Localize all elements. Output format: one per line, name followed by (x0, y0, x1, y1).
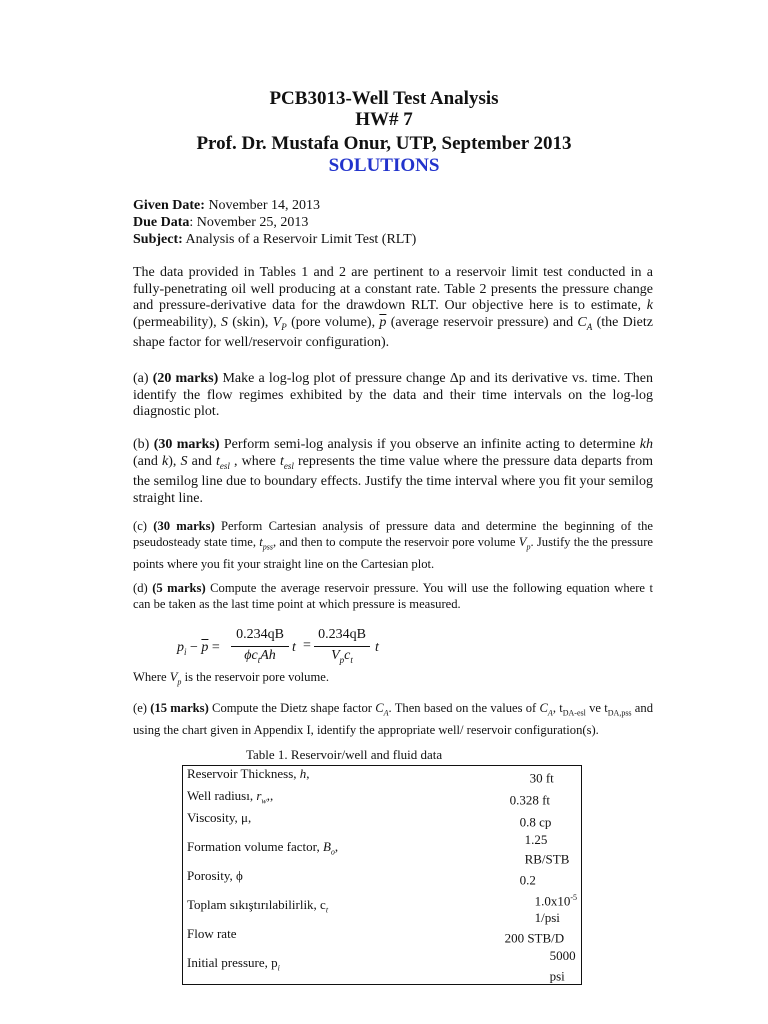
row-symbol-sub: o (330, 847, 335, 857)
part-c (133, 518, 653, 572)
part-b-s: S (180, 453, 188, 469)
part-e-ca-sub: A (383, 708, 389, 718)
row-symbol-sub: t (325, 905, 329, 915)
table-row (183, 890, 582, 926)
row-tail: , (334, 839, 339, 855)
part-a (133, 371, 653, 421)
row-label: Flow rate (187, 926, 237, 942)
given-date (133, 197, 320, 214)
eq-equals-2: = (303, 638, 311, 653)
due-date-label: Due Data (133, 215, 190, 230)
part-b-tesl-sub: esl (219, 460, 230, 471)
given-date-label: Given Date: (133, 198, 205, 213)
homework-number: HW# 7 (355, 109, 413, 130)
part-a-text: Make a log-log plot of pressure change Δp and its derivative vs. time. Then identify the flow regimes exhibited by the data and their time intervals on the log-log diagnostic plot. (133, 371, 653, 420)
part-d-marks: (5 marks) (152, 581, 206, 595)
row-unit: 1/psi (534, 909, 560, 925)
row-value: 1.0x10 (534, 893, 571, 909)
row-symbol: r (256, 788, 262, 803)
table-cell-label (183, 926, 460, 948)
part-b (133, 437, 653, 507)
part-b-k: k (162, 453, 169, 469)
table-cell-value (460, 832, 582, 868)
intro-ca: C (577, 314, 587, 330)
part-e-label: (e) (133, 701, 151, 715)
row-tail: , (306, 766, 310, 781)
where-text-1: Where (133, 670, 170, 684)
table-row (183, 948, 582, 985)
row-value: 200 STB/D (504, 930, 565, 946)
part-c-text-3: . Justify the the pressure points where you fit your straight line on the Cartesian plot. (133, 535, 653, 571)
table-cell-label (183, 890, 460, 926)
intro-text-2: (permeability), (133, 314, 221, 330)
frac1-den-sub: t (257, 654, 261, 665)
row-value: 30 ft (529, 770, 554, 786)
eq-p-sub: i (184, 646, 187, 657)
eq-t2: t (375, 640, 379, 655)
intro-text-1: The data provided in Tables 1 and 2 are pertinent to a reservoir limit test conducted in a fully-penetrating oil well producing at a constant rate. Table 2 presents the pressure change and pressure-derivative data for the drawdown RLT. Our objective here is to estimate, (133, 265, 653, 314)
table1-body (183, 766, 582, 985)
part-e-text-1: Compute the Dietz shape factor (208, 701, 376, 715)
professor-line: Prof. Dr. Mustafa Onur, UTP, September 2013 (196, 133, 572, 154)
row-value: 1.25 RB/STB (524, 832, 570, 867)
part-a-label: (a) (133, 371, 153, 386)
part-e-tda-pss-sub: DA,pss (607, 708, 632, 718)
part-e-ca: C (375, 701, 384, 715)
table-cell-value (460, 890, 582, 926)
where-v-sub: p (177, 677, 182, 687)
row-value: 0.8 cp (519, 814, 552, 830)
table-cell-value (460, 948, 582, 985)
table-cell-value (460, 926, 582, 948)
intro-text-3: (skin), (227, 314, 273, 330)
row-symbol-sub: w (261, 796, 267, 806)
part-b-text-1: Perform semi-log analysis if you observe an infinite acting to determine (219, 437, 640, 452)
frac2-numerator (312, 627, 372, 643)
part-c-text-1: Perform Cartesian analysis of pressure data and determine the beginning of the pseudosteady state time, (133, 519, 653, 549)
part-e (133, 700, 653, 738)
part-c-tpss-sub: pss (262, 542, 273, 552)
table1 (182, 765, 582, 985)
row-value-sup: -5 (570, 893, 577, 903)
course-title: PCB3013-Well Test Analysis (269, 88, 499, 109)
part-e-text-5: and using the chart given in Appendix I, identify the appropriate well/ reservoir configuration(s). (133, 701, 653, 737)
intro-text-6: (the Dietz shape factor for well/reservoir configuration). (133, 314, 653, 351)
row-tail: ,, (266, 788, 274, 803)
part-c-vp-sub: p (526, 542, 531, 552)
row-label: Well radiusı, (187, 788, 257, 803)
row-value: 0.328 ft (509, 792, 551, 808)
part-a-marks: (20 marks) (152, 371, 219, 386)
table-cell-value (460, 766, 582, 789)
intro-text-5: (average reservoir pressure) and (386, 314, 578, 330)
frac1-num-text: 0.234qB (236, 627, 284, 642)
part-e-tda-esl-sub: DA-esl (562, 708, 586, 718)
row-label: Reservoir Thickness, (187, 766, 300, 781)
part-b-text-3: ), (168, 453, 181, 469)
part-e-text-3: , t (552, 701, 563, 715)
frac2-den-c-sub: t (350, 654, 353, 665)
part-e-text-2: . Then based on the values of (388, 701, 540, 715)
due-date-value: : November 25, 2013 (189, 215, 309, 230)
intro-vp-sub: P (281, 321, 287, 332)
intro-ca-sub: A (586, 321, 593, 332)
part-b-text-6: represents the time value where the pressure data departs from the semilog line due to boundary effects. Justify the time interval where you fit your semilog straight line. (133, 453, 653, 506)
part-d (133, 580, 653, 612)
part-e-marks: (15 marks) (150, 701, 209, 715)
table-cell-value (460, 788, 582, 810)
intro-pbar: $\overline{p}$ (379, 314, 387, 330)
table-row (183, 868, 582, 890)
row-label: Toplam sıkıştırılabilirlik, c (187, 897, 326, 913)
table-cell-value (460, 868, 582, 890)
table-cell-label (183, 766, 460, 789)
due-date (133, 214, 308, 231)
table-cell-label (183, 868, 460, 890)
where-text-2: is the reservoir pore volume. (181, 670, 330, 684)
subject-label: Subject: (133, 232, 183, 247)
part-b-tesl2-sub: esl (283, 460, 294, 471)
part-b-kh: kh (639, 437, 654, 452)
table-row (183, 926, 582, 948)
solutions-heading: SOLUTIONS (328, 155, 440, 176)
row-label: Initial pressure, p (187, 955, 278, 971)
frac1-den-text: ϕc (244, 648, 258, 663)
part-c-label: (c) (133, 519, 154, 533)
part-b-label: (b) (133, 437, 154, 452)
where-v: V (169, 670, 178, 684)
table-row (183, 788, 582, 810)
part-d-label: (d) (133, 581, 153, 595)
row-label: Formation volume factor, (187, 839, 323, 855)
table-cell-label (183, 788, 460, 810)
frac2-line (314, 646, 370, 647)
part-b-text-5: , where (229, 453, 280, 469)
eq-t1: t (292, 640, 296, 655)
row-symbol: B (322, 839, 331, 855)
eq-p: p (177, 640, 184, 655)
part-b-text-4: and (187, 453, 216, 469)
intro-s: S (220, 314, 228, 330)
subject (133, 231, 416, 248)
row-label: Viscosity, μ, (187, 810, 252, 825)
frac1-denominator (230, 648, 290, 665)
intro-text-4: (pore volume), (286, 314, 380, 330)
part-e-ca2-sub: A (547, 708, 553, 718)
frac1-line (231, 646, 289, 647)
part-e-text-4: ve t (585, 701, 608, 715)
table-row (183, 766, 582, 789)
intro-paragraph (133, 265, 653, 352)
row-label: Porosity, ϕ (187, 868, 243, 884)
table1-caption: Table 1. Reservoir/well and fluid data (246, 747, 443, 762)
table-cell-value (460, 810, 582, 832)
part-c-marks: (30 marks) (153, 519, 215, 533)
table-cell-label (183, 948, 460, 985)
eq-pbar: $\overline{p}$ (201, 640, 209, 655)
frac2-denominator (312, 648, 372, 665)
part-c-vp: V (518, 535, 527, 549)
row-symbol-sub: i (277, 963, 280, 973)
frac2-den-c: c (344, 648, 351, 663)
frac2-den-v-sub: p (339, 654, 345, 665)
part-c-tpss: t (259, 535, 263, 549)
table-row (183, 832, 582, 868)
frac2-num-text: 0.234qB (318, 627, 366, 642)
table-row (183, 810, 582, 832)
part-b-marks: (30 marks) (153, 437, 220, 452)
eq-minus: − (186, 640, 202, 655)
where-line (133, 669, 653, 691)
intro-k: k (646, 298, 653, 314)
frac1-numerator (230, 627, 290, 643)
part-d-text: Compute the average reservoir pressure. You will use the following equation where t can be taken as the last time point at which pressure is measured. (133, 581, 653, 611)
part-b-tesl: t (215, 453, 220, 469)
row-symbol: h (299, 766, 307, 781)
equation-lhs (177, 640, 220, 657)
part-c-text-2: , and then to compute the reservoir pore volume (272, 535, 519, 549)
row-value: 0.2 (519, 872, 536, 888)
table-cell-label (183, 810, 460, 832)
given-date-value: November 14, 2013 (204, 198, 321, 213)
part-b-text-2: (and (133, 453, 162, 469)
part-b-tesl2: t (279, 453, 284, 469)
row-value: 5000 psi (549, 948, 576, 984)
part-e-ca2: C (539, 701, 548, 715)
eq-equals-1: = (208, 640, 220, 655)
subject-value: Analysis of a Reservoir Limit Test (RLT) (182, 232, 417, 247)
table-cell-label (183, 832, 460, 868)
intro-vp: V (272, 314, 282, 330)
frac2-den-v: V (331, 648, 340, 663)
frac1-den-tail: Ah (260, 648, 276, 663)
